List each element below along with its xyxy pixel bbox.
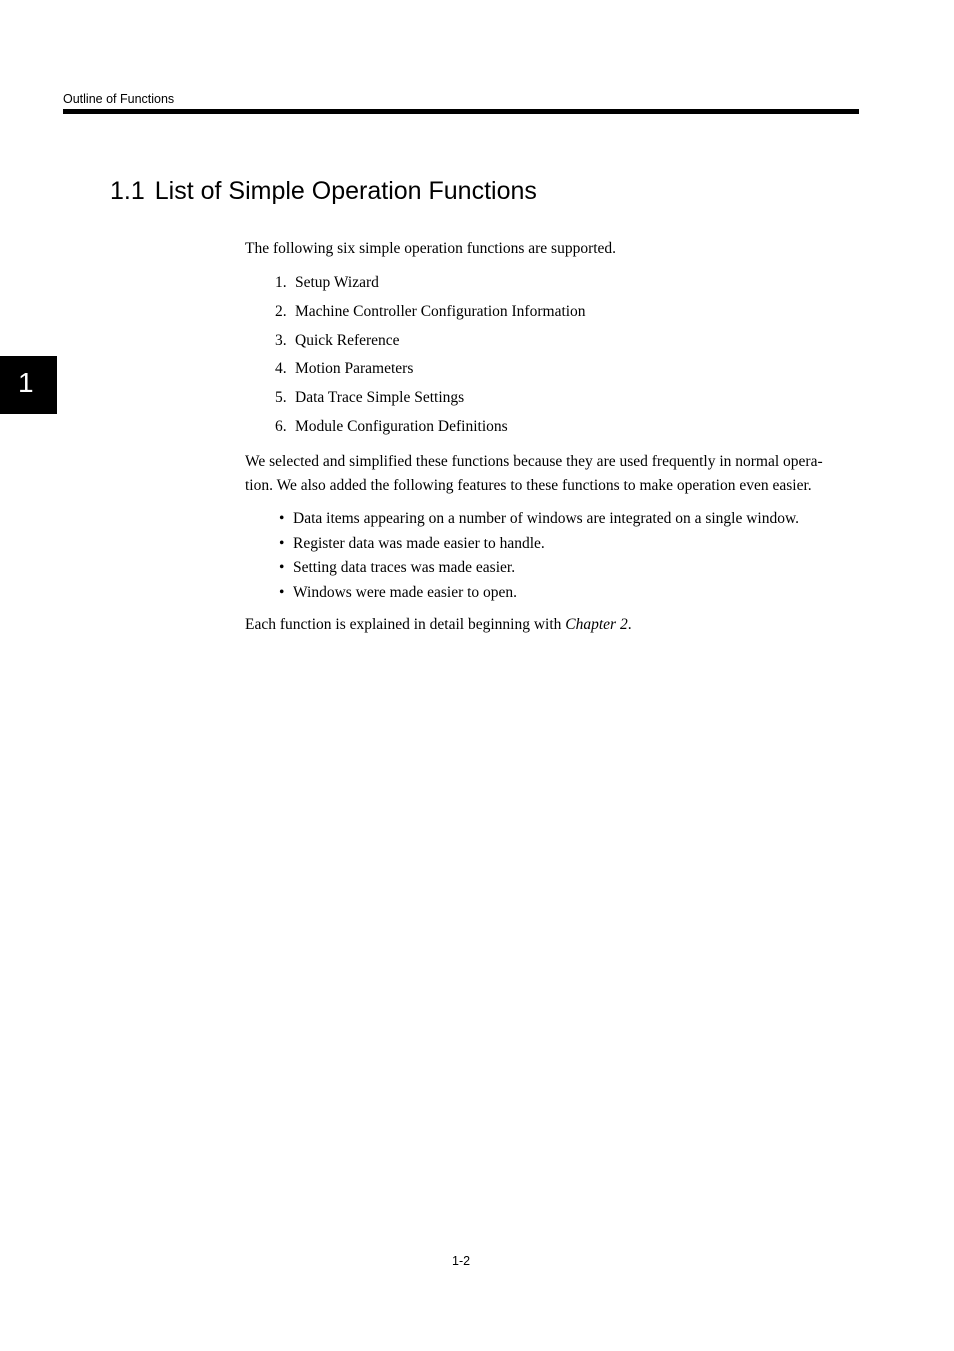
chapter-reference: Chapter 2 <box>565 616 628 633</box>
list-label: Module Configuration Definitions <box>295 417 508 435</box>
bullet-icon: • <box>279 559 285 577</box>
list-label: Motion Parameters <box>295 360 414 378</box>
bullet-icon: • <box>279 510 285 527</box>
paragraph-line: We selected and simplified these functions because they are used frequently in normal opera- <box>245 453 823 470</box>
list-label: Setup Wizard <box>295 274 379 291</box>
section-heading <box>110 175 537 207</box>
list-item <box>275 388 586 417</box>
bullet-icon: • <box>279 534 285 552</box>
list-item <box>275 331 586 360</box>
explanation-paragraph <box>245 450 845 498</box>
list-number: 2. <box>275 302 287 320</box>
list-item <box>279 583 799 608</box>
list-label: Data items appearing on a number of windows are integrated on a single window. <box>293 510 800 527</box>
header-rule <box>63 109 859 114</box>
list-label: Windows were made easier to open. <box>293 584 518 602</box>
list-label: Data Trace Simple Settings <box>295 389 465 407</box>
page-number: 1-2 <box>452 1254 471 1268</box>
list-label: Setting data traces was made easier. <box>293 559 516 577</box>
closing-sentence <box>245 615 632 635</box>
list-item <box>275 302 586 331</box>
intro-sentence: The following six simple operation functions are supported. <box>245 240 617 257</box>
paragraph-line: tion. We also added the following features to these functions to make operation even easier. <box>245 477 812 494</box>
feature-list <box>279 509 799 608</box>
section-number: 1.1 <box>110 177 145 205</box>
list-label: Register data was made easier to handle. <box>293 534 545 552</box>
list-item <box>275 417 586 446</box>
list-item <box>279 558 799 583</box>
list-label: Machine Controller Configuration Information <box>295 302 586 320</box>
list-item <box>279 509 799 534</box>
closing-period: . <box>627 616 632 633</box>
list-number: 5. <box>275 389 287 407</box>
list-label: Quick Reference <box>295 331 400 349</box>
function-list <box>275 273 586 446</box>
list-item <box>275 359 586 388</box>
chapter-tab: 1 <box>0 356 57 414</box>
list-item <box>275 273 586 302</box>
closing-text: Each function is explained in detail beginning with <box>245 616 566 633</box>
list-number: 3. <box>275 331 287 349</box>
list-number: 6. <box>275 417 287 435</box>
list-item <box>279 534 799 559</box>
list-number: 1. <box>275 274 287 291</box>
list-number: 4. <box>275 360 287 378</box>
section-title: List of Simple Operation Functions <box>154 177 537 205</box>
running-header: Outline of Functions <box>63 92 175 106</box>
bullet-icon: • <box>279 584 285 602</box>
